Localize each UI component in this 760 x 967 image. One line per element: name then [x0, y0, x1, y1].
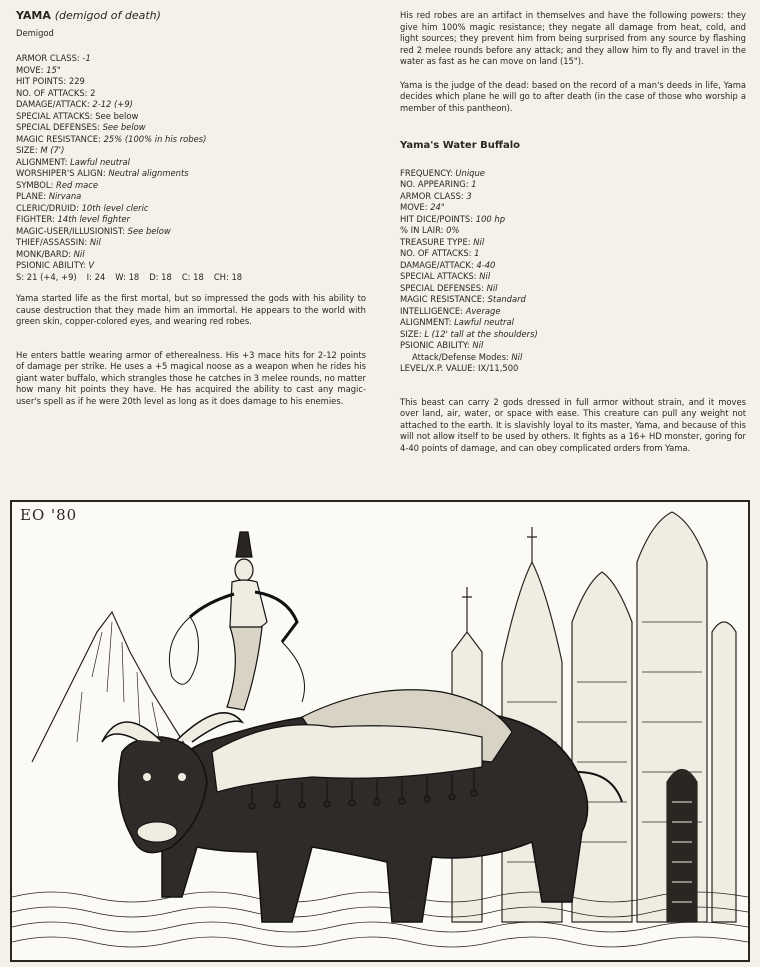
stat-line: PSIONIC ABILITY: V	[16, 260, 95, 270]
buffalo-eye	[143, 773, 151, 781]
stat-line: FIGHTER: 14th level fighter	[16, 214, 130, 224]
stat-line: INTELLIGENCE: Average	[400, 305, 501, 316]
stat-line: SPECIAL ATTACKS: Nil	[400, 271, 491, 281]
yama-buffalo-illustration	[12, 502, 748, 960]
stat-line: DAMAGE/ATTACK: 2-12 (+9)	[16, 99, 133, 109]
stat-line: MOVE: 15"	[16, 64, 61, 75]
stat-line: DAMAGE/ATTACK: 4-40	[400, 259, 496, 270]
stat-line: SIZE: M (7')	[16, 145, 65, 155]
stat-line: NO. APPEARING: 1	[400, 179, 477, 189]
stat-line: FREQUENCY: Unique	[400, 167, 485, 178]
stat-line: MAGIC-USER/ILLUSIONIST: See below	[16, 225, 171, 236]
yama-type: Demigod	[16, 27, 54, 38]
stat-line: THIEF/ASSASSIN: Nil	[16, 237, 101, 247]
buffalo-snout	[137, 822, 177, 842]
stat-line: LEVEL/X.P. VALUE: IX/11,500	[400, 363, 519, 373]
artist-signature: EO '80	[20, 506, 78, 524]
stat-line: ARMOR CLASS: 3	[400, 190, 472, 201]
stat-line: HIT POINTS: 229	[16, 76, 85, 86]
yama-rider	[169, 532, 304, 710]
noose	[169, 617, 198, 684]
stat-line: SPECIAL DEFENSES: Nil	[400, 282, 498, 293]
stat-line: SPECIAL DEFENSES: See below	[16, 122, 146, 132]
stat-line: SYMBOL: Red mace	[16, 179, 99, 190]
yama-legs	[227, 627, 262, 710]
stat-line: PLANE: Nirvana	[16, 191, 82, 201]
yama-description: Yama started life as the first mortal, but so impressed the gods with his ability to cause destruction that they made him an immortal. He appears to the world with green skin, copper-colored eyes, and wearing red robes.	[16, 293, 366, 326]
stat-line: MAGIC RESISTANCE: 25% (100% in his robes)	[16, 133, 207, 144]
yama-column	[16, 10, 366, 419]
yama-name: YAMA	[16, 9, 51, 22]
stat-line: TREASURE TYPE: Nil	[400, 236, 485, 247]
stat-line: % IN LAIR: 0%	[400, 225, 460, 235]
stat-line: ARMOR CLASS: -1	[16, 53, 91, 63]
stat-line: ALIGNMENT: Lawful neutral	[16, 156, 130, 167]
yama-crown	[236, 532, 252, 557]
stat-line: HIT DICE/POINTS: 100 hp	[400, 213, 506, 224]
stat-line: SIZE: L (12' tall at the shoulders)	[400, 328, 538, 339]
yama-combat: He enters battle wearing armor of etherealness. His +3 mace hits for 2-12 points of damage per strike. He uses a +5 magical noose as a weapon when he rides his giant water buffalo, which strangles those he catches in 3 melee rounds, no matter how many hit points they have. He has acquired the ability to cast any magic-user's spell as if he were 20th level as long as it does damage to his enemies.	[16, 349, 366, 406]
stat-line: ALIGNMENT: Lawful neutral	[400, 317, 514, 327]
judge-description: Yama is the judge of the dead: based on the record of a man's deeds in life, Yama decides which plane he will go to after death (in the case of those who worship a member of this pantheon).	[400, 79, 746, 113]
stat-line: CLERIC/DRUID: 10th level cleric	[16, 202, 149, 213]
yama-torso	[230, 580, 267, 631]
yama-title	[16, 10, 366, 22]
stat-line: PSIONIC ABILITY: Nil	[400, 340, 484, 350]
right-column	[400, 10, 746, 466]
stat-line: NO. OF ATTACKS: 2	[16, 87, 96, 98]
buffalo-eye	[178, 773, 186, 781]
stat-line: MONK/BARD: Nil	[16, 248, 85, 259]
stat-line: SPECIAL ATTACKS: See below	[16, 110, 139, 121]
illustration-frame	[10, 500, 750, 962]
stat-line: MOVE: 24"	[400, 202, 445, 212]
ability-scores: S: 21 (+4, +9) I: 24 W: 18 D: 18 C: 18 CH: 18	[16, 271, 243, 282]
buffalo-description: This beast can carry 2 gods dressed in full armor without strain, and it moves over land, air, water, or space with ease. This creature can pull any weight not attached to the earth. It is slavishly loyal to its master, Yama, and because of this will not allow itself to be used by others. It fights as a 16+ HD monster, goring for 4-40 points of damage, and can obey complicated orders from Yama.	[400, 396, 746, 453]
yama-head	[235, 559, 253, 581]
buffalo-stat-block	[400, 168, 746, 375]
yama-stat-block	[16, 53, 366, 283]
stat-line: NO. OF ATTACKS: 1	[400, 248, 480, 258]
noose-rope	[282, 642, 305, 702]
buffalo-title: Yama's Water Buffalo	[400, 140, 521, 151]
stat-line: MAGIC RESISTANCE: Standard	[400, 294, 526, 304]
yama-subtitle: (demigod of death)	[54, 9, 161, 22]
stat-line: WORSHIPER'S ALIGN: Neutral alignments	[16, 168, 189, 178]
stat-line: Attack/Defense Modes: Nil	[412, 351, 523, 362]
robes-description: His red robes are an artifact in themselves and have the following powers: they give him 100% magic resistance; they negate all damage from heat, cold, and light sources; they prevent him from being surprised from any source by flashing red 2 melee rounds before any attack; and they allow him to fly and travel in the water as fast as he can move on land (15").	[400, 10, 746, 66]
